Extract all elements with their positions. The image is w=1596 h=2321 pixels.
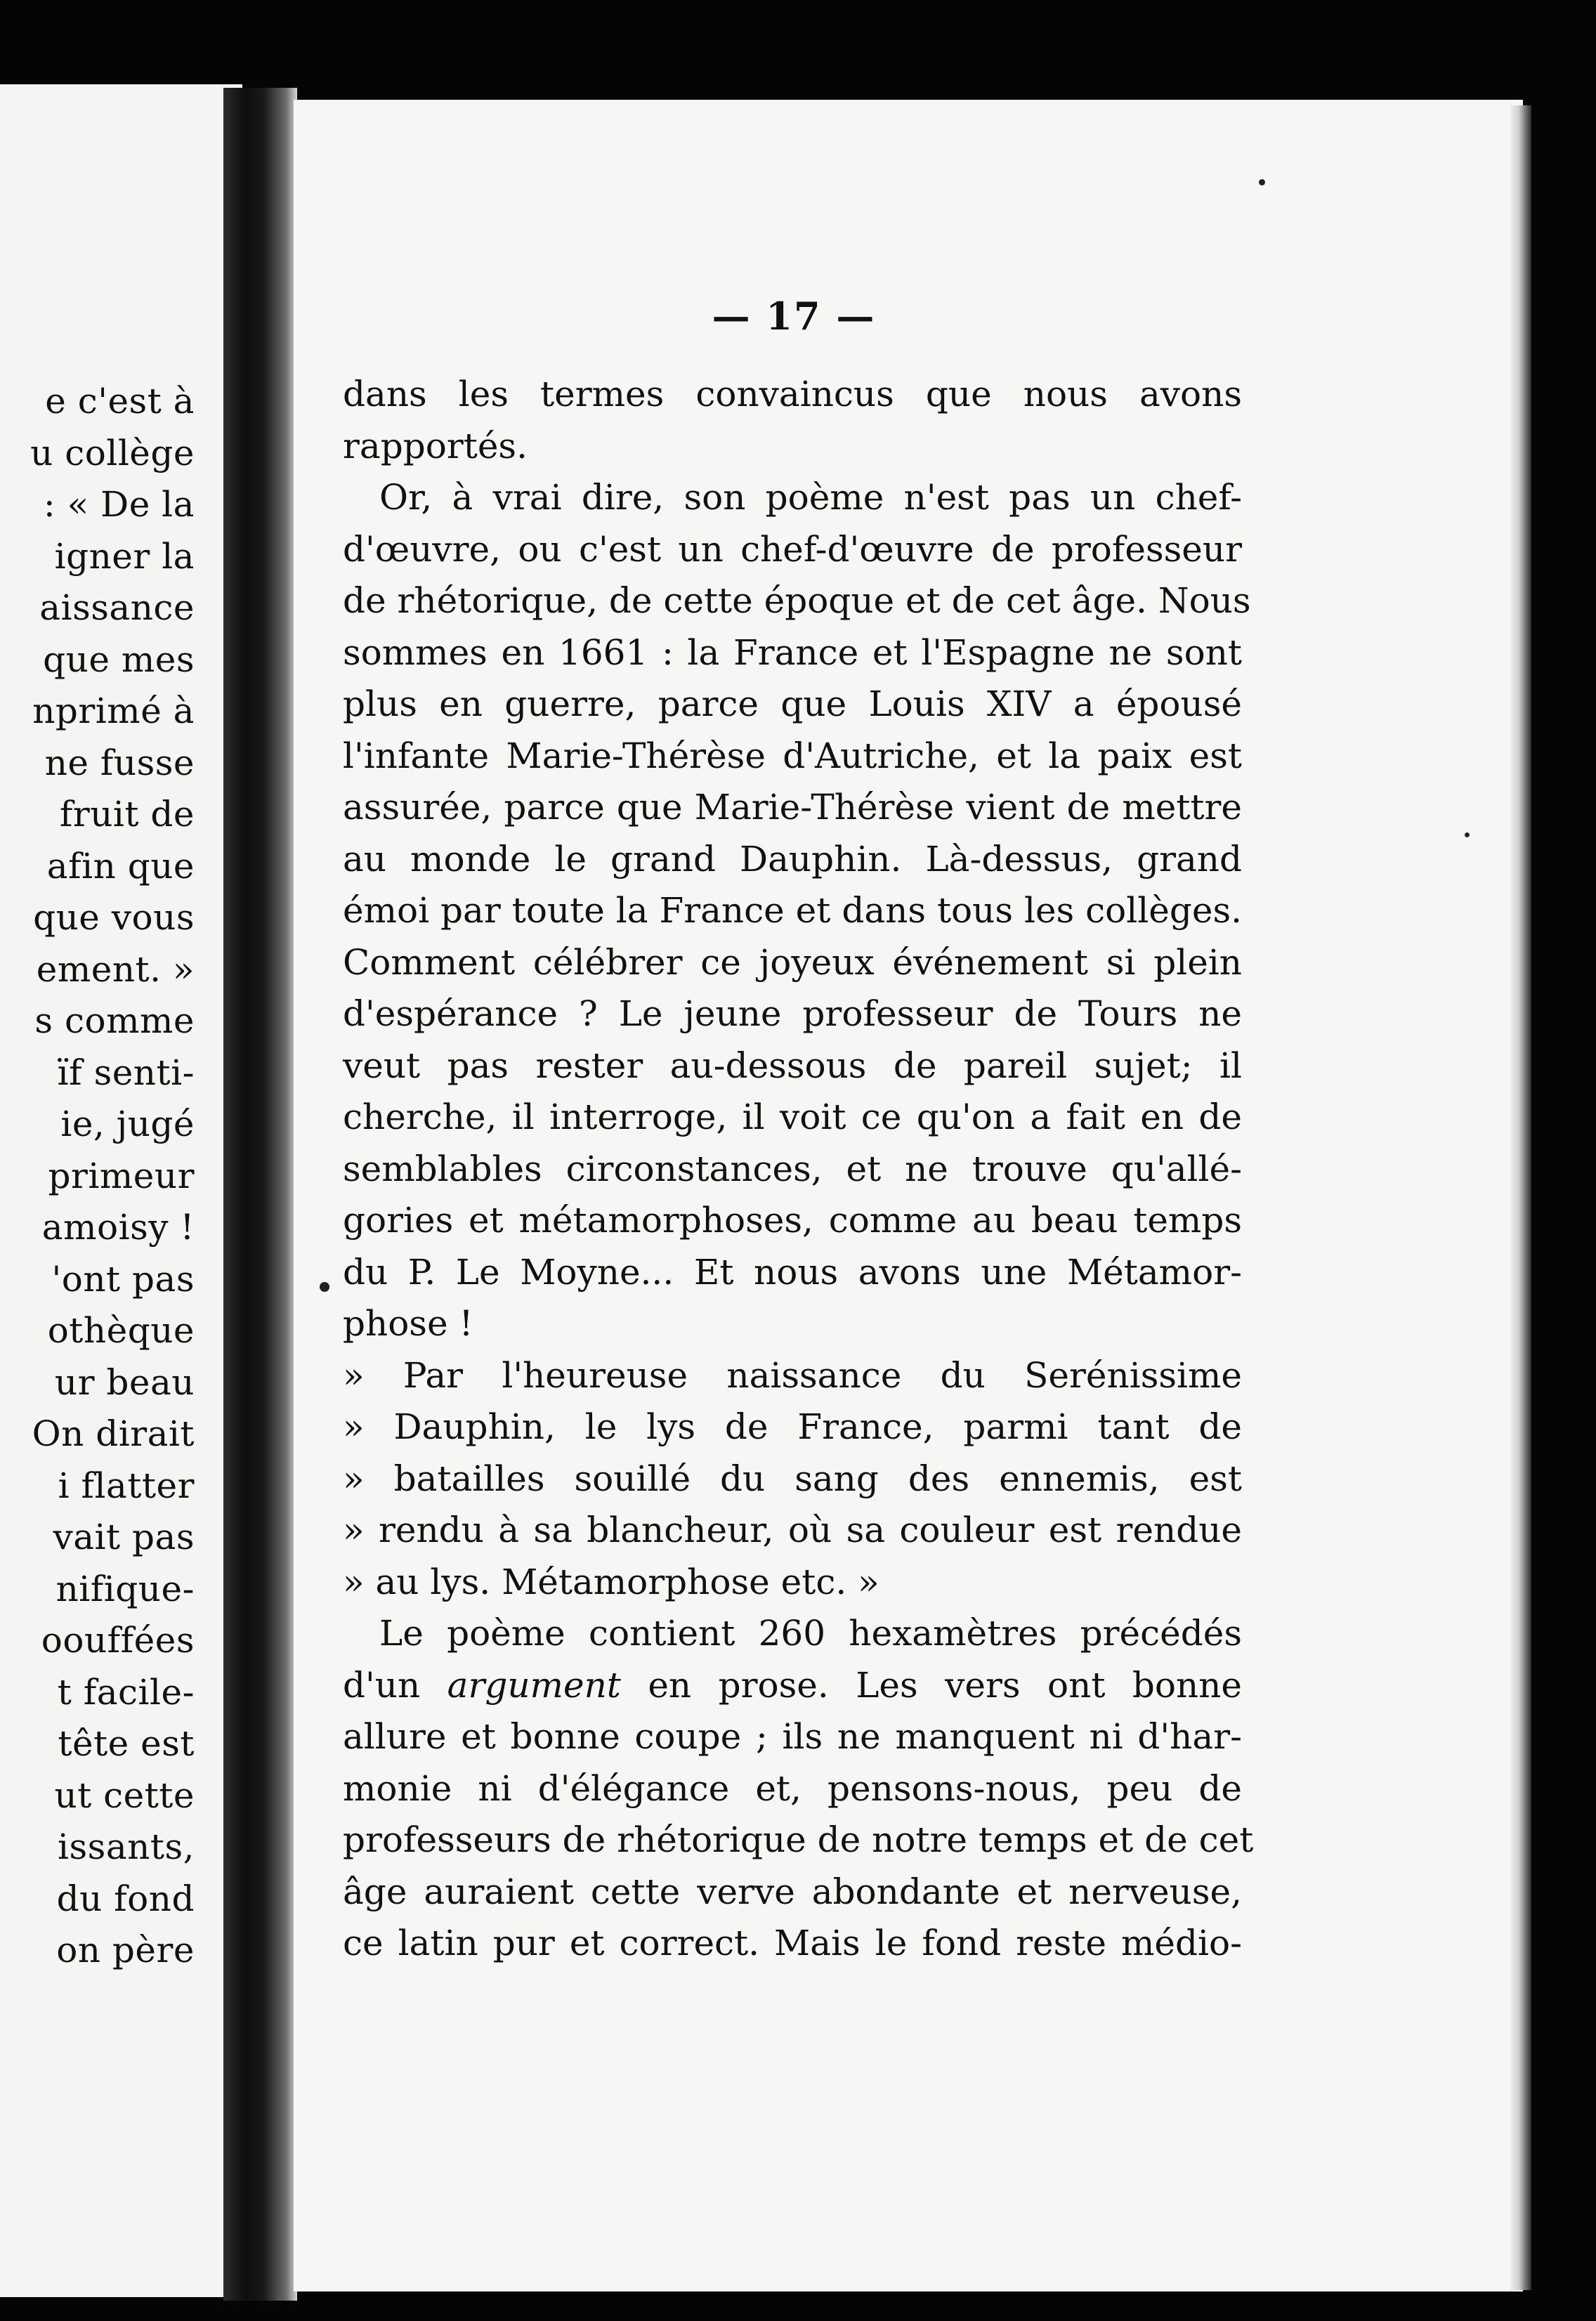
quote-line: » rendu à sa blancheur, où sa couleur est rendue xyxy=(343,1510,1242,1550)
left-line: du fond xyxy=(56,1878,195,1919)
text-line: assurée, parce que Marie-Thérèse vient de mettre xyxy=(343,787,1242,828)
text-line: Le poème contient 260 hexamètres précédés xyxy=(379,1613,1242,1654)
quote-line: » Dauphin, le lys de France, parmi tant de xyxy=(343,1406,1242,1447)
text-line: phose ! xyxy=(343,1303,473,1344)
text-line-with-emphasis xyxy=(343,1660,1242,1712)
left-line: e c'est à xyxy=(45,381,195,421)
left-line: on père xyxy=(56,1930,195,1970)
page-number: — 17 — xyxy=(712,294,876,339)
quote-line: » au lys. Métamorphose etc. » xyxy=(343,1561,879,1602)
text-line: émoi par toute la France et dans tous les collèges. xyxy=(343,890,1242,931)
scan-speck xyxy=(320,1282,329,1292)
left-line: nifique- xyxy=(55,1568,195,1609)
text-line: plus en guerre, parce que Louis XIV a épousé xyxy=(343,684,1242,724)
left-line: ut cette xyxy=(54,1774,195,1816)
left-line: afin que xyxy=(46,845,195,887)
text-fragment: d'un xyxy=(343,1664,421,1706)
emphasized-word: argument xyxy=(447,1664,621,1706)
left-line: u collège xyxy=(30,432,195,473)
left-line: ne fusse xyxy=(44,742,195,783)
text-line: rapportés. xyxy=(343,425,528,466)
text-line: l'infante Marie-Thérèse d'Autriche, et la paix est xyxy=(343,735,1242,776)
left-line: t facile- xyxy=(57,1671,195,1713)
text-line: gories et métamorphoses, comme au beau temps xyxy=(343,1200,1242,1241)
left-line: tête est xyxy=(58,1723,195,1764)
scan-speck xyxy=(1465,832,1470,837)
book-gutter-shadow xyxy=(223,88,297,2301)
text-line: monie ni d'élégance et, pensons-nous, peu de xyxy=(343,1767,1242,1809)
left-line: ïf senti- xyxy=(57,1052,195,1093)
left-line: ur beau xyxy=(54,1361,195,1403)
left-line: : « De la xyxy=(43,484,195,525)
text-line: Comment célébrer ce joyeux événement si plein xyxy=(343,941,1242,983)
text-line: d'espérance ? Le jeune professeur de Tours ne xyxy=(343,993,1242,1034)
left-line: othèque xyxy=(47,1310,195,1351)
text-line: professeurs de rhétorique de notre temps et de cet xyxy=(343,1819,1254,1860)
left-line: que mes xyxy=(43,639,195,680)
left-line: s comme xyxy=(34,1000,195,1041)
left-line: i flatter xyxy=(58,1465,195,1506)
text-line: ce latin pur et correct. Mais le fond reste médio- xyxy=(343,1923,1242,1963)
left-line: nprimé à xyxy=(32,691,195,731)
left-line: que vous xyxy=(33,897,195,938)
text-fragment: en prose. Les vers ont bonne xyxy=(648,1664,1242,1706)
left-line: amoisy ! xyxy=(41,1207,195,1248)
text-line: du P. Le Moyne... Et nous avons une Métamor- xyxy=(343,1251,1242,1293)
quote-line: » batailles souillé du sang des ennemis, est xyxy=(343,1458,1242,1499)
text-line: de rhétorique, de cette époque et de cet âge. Nous xyxy=(343,580,1251,621)
left-line: 'ont pas xyxy=(51,1258,195,1300)
left-line: vait pas xyxy=(53,1517,195,1557)
left-line: issants, xyxy=(58,1826,195,1867)
text-line: au monde le grand Dauphin. Là-dessus, grand xyxy=(343,838,1242,880)
quote-line: » Par l'heureuse naissance du Serénissime xyxy=(343,1354,1242,1396)
left-line: aissance xyxy=(39,587,195,628)
left-line: fruit de xyxy=(59,794,195,835)
text-line: veut pas rester au-dessous de pareil sujet; il xyxy=(343,1045,1242,1086)
left-line: oouffées xyxy=(41,1620,195,1661)
text-line: âge auraient cette verve abondante et nerveuse, xyxy=(343,1871,1242,1912)
left-line: primeur xyxy=(48,1155,195,1196)
previous-page-text xyxy=(0,376,195,1977)
text-line: allure et bonne coupe ; ils ne manquent ni d'har- xyxy=(343,1716,1242,1757)
text-line: d'œuvre, ou c'est un chef-d'œuvre de professeur xyxy=(343,528,1242,570)
text-line: Or, à vrai dire, son poème n'est pas un chef- xyxy=(379,477,1242,518)
text-line: semblables circonstances, et ne trouve qu'allé- xyxy=(343,1148,1242,1189)
left-line: On dirait xyxy=(32,1413,195,1454)
page-edge-shadow xyxy=(1510,105,1531,2290)
left-line: ement. » xyxy=(36,948,195,990)
left-line: ie, jugé xyxy=(60,1104,195,1144)
text-line: sommes en 1661 : la France et l'Espagne ne sont xyxy=(343,632,1242,673)
text-line: dans les termes convaincus que nous avons xyxy=(343,374,1242,414)
previous-page-fragment xyxy=(0,84,242,2297)
left-line: igner la xyxy=(54,535,195,577)
text-line: cherche, il interroge, il voit ce qu'on a fait en de xyxy=(343,1097,1242,1137)
page-body-text xyxy=(343,369,1254,1970)
scan-speck xyxy=(1259,179,1265,185)
